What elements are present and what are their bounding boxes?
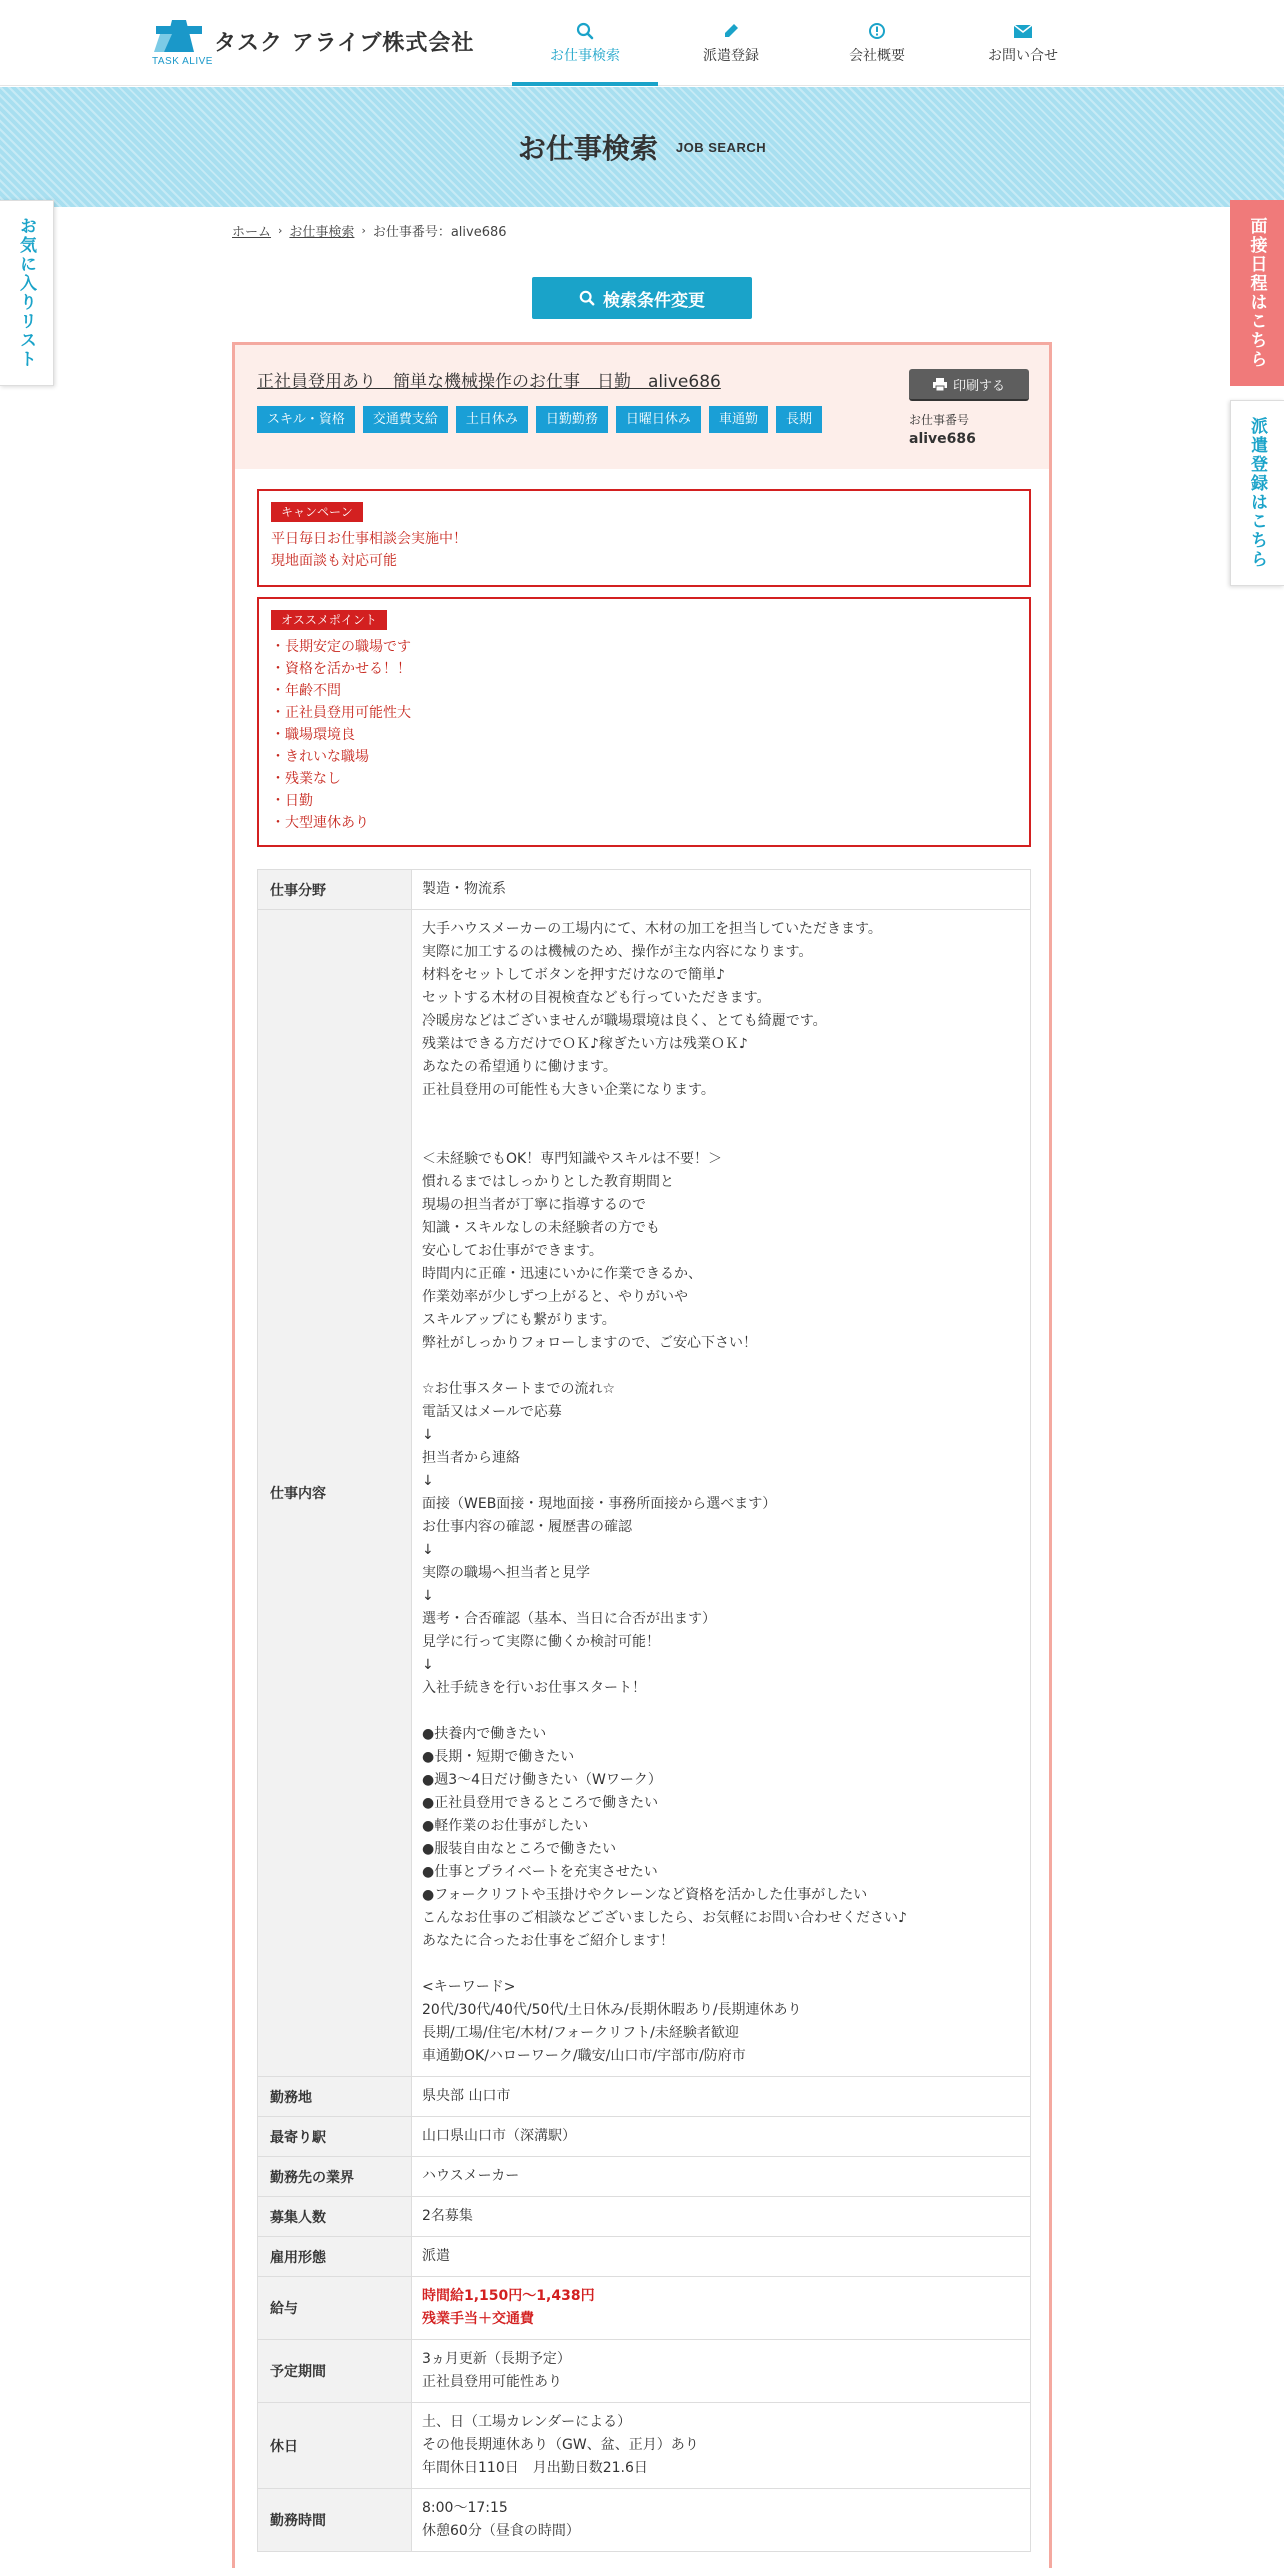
nav-label: お仕事検索: [550, 48, 620, 64]
print-button[interactable]: [909, 369, 1029, 401]
detail-label: 予定期間: [258, 2340, 412, 2403]
detail-line: 大手ハウスメーカーの工場内にて、木材の加工を担当していただきます。: [422, 921, 882, 937]
detail-line: [422, 1700, 1020, 1723]
detail-line: 実際の職場へ担当者と見学: [422, 1565, 590, 1581]
company-logo[interactable]: [150, 18, 475, 72]
detail-row: [258, 2237, 1031, 2277]
nav-register[interactable]: [658, 0, 804, 86]
detail-line: 作業効率が少しずつ上がると、やりがいや: [422, 1289, 688, 1305]
detail-label: 雇用形態: [258, 2237, 412, 2277]
detail-line: 弊社がしっかりフォローしますので、ご安心下さい！: [422, 1335, 758, 1351]
recommend-line: ・きれいな職場: [271, 749, 369, 765]
chevron-right-icon: ›: [278, 224, 283, 237]
detail-line: <キーワード>: [422, 1979, 516, 1995]
job-number-value: alive686: [909, 431, 976, 447]
recommend-line: ・正社員登用可能性大: [271, 705, 411, 721]
detail-value: [412, 2489, 1031, 2552]
detail-line: こんなお仕事のご相談などございましたら、お気軽にお問い合わせください♪: [422, 1910, 907, 1926]
logo-text: タスク アライブ株式会社: [214, 31, 475, 56]
recommend-line: ・職場環境良: [271, 727, 355, 743]
detail-line: 時間内に正確・迅速にいかに作業できるか、: [422, 1266, 702, 1282]
detail-line: ●扶養内で働きたい: [422, 1726, 547, 1742]
pencil-icon: [722, 21, 740, 41]
detail-value: [412, 2340, 1031, 2403]
detail-value: [412, 2277, 1031, 2340]
detail-label: 仕事内容: [258, 910, 412, 2077]
job-tag: 長期: [776, 406, 822, 433]
detail-label: 仕事分野: [258, 870, 412, 910]
detail-line: 派遣: [422, 2248, 450, 2264]
register-tab-label: 派遣登録はこちら: [1247, 417, 1267, 569]
detail-value: [412, 2077, 1031, 2117]
info-icon: [868, 21, 886, 41]
detail-line: 担当者から連絡: [422, 1450, 520, 1466]
campaign-label: キャンペーン: [271, 502, 363, 522]
job-tag: 日曜日休み: [616, 406, 701, 433]
detail-line: 知識・スキルなしの未経験者の方でも: [422, 1220, 660, 1236]
detail-line: [422, 1953, 1020, 1976]
detail-line: ハウスメーカー: [422, 2168, 520, 2184]
detail-line: 年間休日110日 月出勤日数21.6日: [422, 2460, 648, 2476]
detail-value: [412, 870, 1031, 910]
breadcrumb-home[interactable]: ホーム: [232, 225, 272, 240]
recommend-points-box: [257, 597, 1031, 847]
campaign-box: [257, 489, 1031, 587]
detail-line: スキルアップにも繋がります。: [422, 1312, 616, 1328]
detail-line: 冷暖房などはございませんが職場環境は良く、とても綺麗です。: [422, 1013, 827, 1029]
detail-line: 現場の担当者が丁寧に指導するので: [422, 1197, 646, 1213]
detail-line: あなたに合ったお仕事をご紹介します！: [422, 1933, 674, 1949]
detail-line: 県央部 山口市: [422, 2088, 511, 2104]
page-hero: [0, 87, 1284, 207]
interview-tab-label: 面接日程はこちら: [1246, 217, 1267, 369]
detail-line: 実際に加工するのは機械のため、操作が主な内容になります。: [422, 944, 813, 960]
nav-label: 会社概要: [849, 48, 905, 64]
job-tags: [257, 406, 830, 433]
detail-label: 勤務時間: [258, 2489, 412, 2552]
recommend-line: ・資格を活かせる！！: [271, 661, 411, 677]
nav-label: お問い合せ: [988, 48, 1058, 64]
detail-label: 勤務先の業界: [258, 2157, 412, 2197]
detail-line: ●長期・短期で働きたい: [422, 1749, 575, 1765]
detail-row: [258, 2117, 1031, 2157]
job-number-label: お仕事番号: [909, 413, 970, 427]
register-tab[interactable]: [1230, 400, 1284, 586]
detail-line: ☆お仕事スタートまでの流れ☆: [422, 1381, 616, 1397]
job-tag: 車通勤: [709, 406, 768, 433]
printer-icon: [933, 378, 947, 391]
campaign-line: 現地面談も対応可能: [271, 553, 397, 569]
breadcrumb: [232, 221, 507, 240]
detail-line: ●週3～4日だけ働きたい（Wワーク）: [422, 1772, 662, 1788]
page-subtitle: JOB SEARCH: [675, 139, 767, 155]
print-label: 印刷する: [952, 378, 1005, 394]
detail-line: [422, 1102, 1020, 1125]
detail-line: ●軽作業のお仕事がしたい: [422, 1818, 589, 1834]
logo-subtext: TASK ALIVE: [152, 56, 213, 67]
detail-line: 3ヵ月更新（長期予定）: [422, 2351, 571, 2367]
recommend-line: ・大型連休あり: [271, 815, 369, 831]
chevron-right-icon: ›: [361, 224, 366, 237]
job-tag: 交通費支給: [363, 406, 448, 433]
detail-line: ↓: [422, 1657, 434, 1673]
detail-row: [258, 870, 1031, 910]
detail-line: その他長期連休あり（GW、盆、正月）あり: [422, 2437, 699, 2453]
detail-value: [412, 910, 1031, 2077]
campaign-line: 平日毎日お仕事相談会実施中！: [271, 531, 467, 547]
job-tag: スキル・資格: [257, 406, 355, 433]
detail-line: ↓: [422, 1427, 434, 1443]
detail-row: [258, 2197, 1031, 2237]
nav-contact[interactable]: [950, 0, 1096, 86]
detail-label: 給与: [258, 2277, 412, 2340]
detail-value: [412, 2117, 1031, 2157]
detail-line: 時間給1,150円～1,438円: [422, 2288, 595, 2304]
detail-line: 正社員登用可能性あり: [422, 2374, 562, 2390]
job-card: [232, 342, 1052, 2568]
mail-icon: [1013, 21, 1033, 41]
detail-line: 入社手続きを行いお仕事スタート！: [422, 1680, 646, 1696]
breadcrumb-search[interactable]: お仕事検索: [289, 225, 355, 240]
detail-line: ↓: [422, 1473, 434, 1489]
site-header: [0, 0, 1284, 86]
detail-line: お仕事内容の確認・履歴書の確認: [422, 1519, 632, 1535]
recommend-line: ・日勤: [271, 793, 313, 809]
page-title: お仕事検索: [517, 132, 658, 165]
detail-value: [412, 2403, 1031, 2489]
detail-line: 山口県山口市（深溝駅）: [422, 2128, 576, 2144]
detail-line: 材料をセットしてボタンを押すだけなので簡単♪: [422, 967, 725, 983]
detail-line: 慣れるまではしっかりとした教育期間と: [422, 1174, 674, 1190]
detail-line: 面接（WEB面接・現地面接・事務所面接から選べます）: [422, 1496, 777, 1512]
job-tag: 土日休み: [456, 406, 528, 433]
breadcrumb-current: お仕事番号：alive686: [372, 225, 507, 240]
change-search-button[interactable]: [532, 277, 752, 319]
detail-row: [258, 2157, 1031, 2197]
favorites-tab-label: お気に入りリスト: [16, 217, 36, 369]
detail-line: 残業手当＋交通費: [422, 2311, 534, 2327]
recommend-line: ・長期安定の職場です: [271, 639, 411, 655]
job-tag: 日勤勤務: [536, 406, 608, 433]
detail-row: [258, 2489, 1031, 2552]
detail-row: [258, 2277, 1031, 2340]
detail-line: [422, 1125, 1020, 1148]
detail-label: 最寄り駅: [258, 2117, 412, 2157]
detail-line: 休憩60分（昼食の時間）: [422, 2523, 580, 2539]
detail-line: セットする木材の目視検査なども行っていただきます。: [422, 990, 771, 1006]
main-nav: [512, 0, 1096, 86]
detail-line: [422, 1355, 1020, 1378]
detail-line: 残業はできる方だけでＯＫ♪稼ぎたい方は残業ＯＫ♪: [422, 1036, 748, 1052]
change-search-label: 検索条件変更: [603, 290, 705, 311]
detail-value: [412, 2237, 1031, 2277]
recommend-line: ・残業なし: [271, 771, 341, 787]
detail-line: 電話又はメールで応募: [422, 1404, 562, 1420]
recommend-line: ・年齢不問: [271, 683, 341, 699]
detail-row: [258, 910, 1031, 2077]
favorites-tab[interactable]: [0, 200, 54, 386]
detail-line: ●服装自由なところで働きたい: [422, 1841, 617, 1857]
detail-line: ＜未経験でもOK！専門知識やスキルは不要！＞: [422, 1151, 723, 1167]
detail-line: ↓: [422, 1588, 434, 1604]
job-card-header: [235, 345, 1049, 469]
detail-line: ↓: [422, 1542, 434, 1558]
detail-line: ●フォークリフトや玉掛けやクレーンなど資格を活かした仕事がしたい: [422, 1887, 868, 1903]
detail-row: [258, 2403, 1031, 2489]
job-title-link[interactable]: 正社員登用あり 簡単な機械操作のお仕事 日勤 alive686: [257, 372, 721, 392]
interview-schedule-tab[interactable]: [1230, 200, 1284, 386]
detail-line: 8:00～17:15: [422, 2500, 508, 2516]
nav-label: 派遣登録: [703, 48, 759, 64]
detail-label: 募集人数: [258, 2197, 412, 2237]
nav-job-search[interactable]: [512, 0, 658, 86]
recommend-label: オススメポイント: [271, 610, 387, 630]
detail-value: [412, 2157, 1031, 2197]
detail-value: [412, 2197, 1031, 2237]
detail-row: [258, 2340, 1031, 2403]
detail-label: 勤務地: [258, 2077, 412, 2117]
detail-line: あなたの希望通りに働けます。: [422, 1059, 617, 1075]
detail-label: 休日: [258, 2403, 412, 2489]
detail-row: [258, 2077, 1031, 2117]
detail-line: 長期/工場/住宅/木材/フォークリフト/未経験者歓迎: [422, 2025, 739, 2041]
detail-line: 土、日（工場カレンダーによる）: [422, 2414, 632, 2430]
nav-company[interactable]: [804, 0, 950, 86]
detail-line: 2名募集: [422, 2208, 473, 2224]
detail-line: 車通勤OK/ハローワーク/職安/山口市/宇部市/防府市: [422, 2048, 746, 2064]
detail-line: 製造・物流系: [422, 881, 506, 897]
detail-line: ●正社員登用できるところで働きたい: [422, 1795, 659, 1811]
job-details-table: [257, 869, 1031, 2552]
search-icon: [576, 21, 594, 41]
detail-line: 選考・合否確認（基本、当日に合否が出ます）: [422, 1611, 716, 1627]
detail-line: ●仕事とプライベートを充実させたい: [422, 1864, 658, 1880]
detail-line: 正社員登用の可能性も大きい企業になります。: [422, 1082, 715, 1098]
detail-line: 見学に行って実際に働くか検討可能！: [422, 1634, 660, 1650]
detail-line: 安心してお仕事ができます。: [422, 1243, 603, 1259]
search-icon: [579, 290, 595, 306]
detail-line: 20代/30代/40代/50代/土日休み/長期休暇あり/長期連休あり: [422, 2002, 802, 2018]
